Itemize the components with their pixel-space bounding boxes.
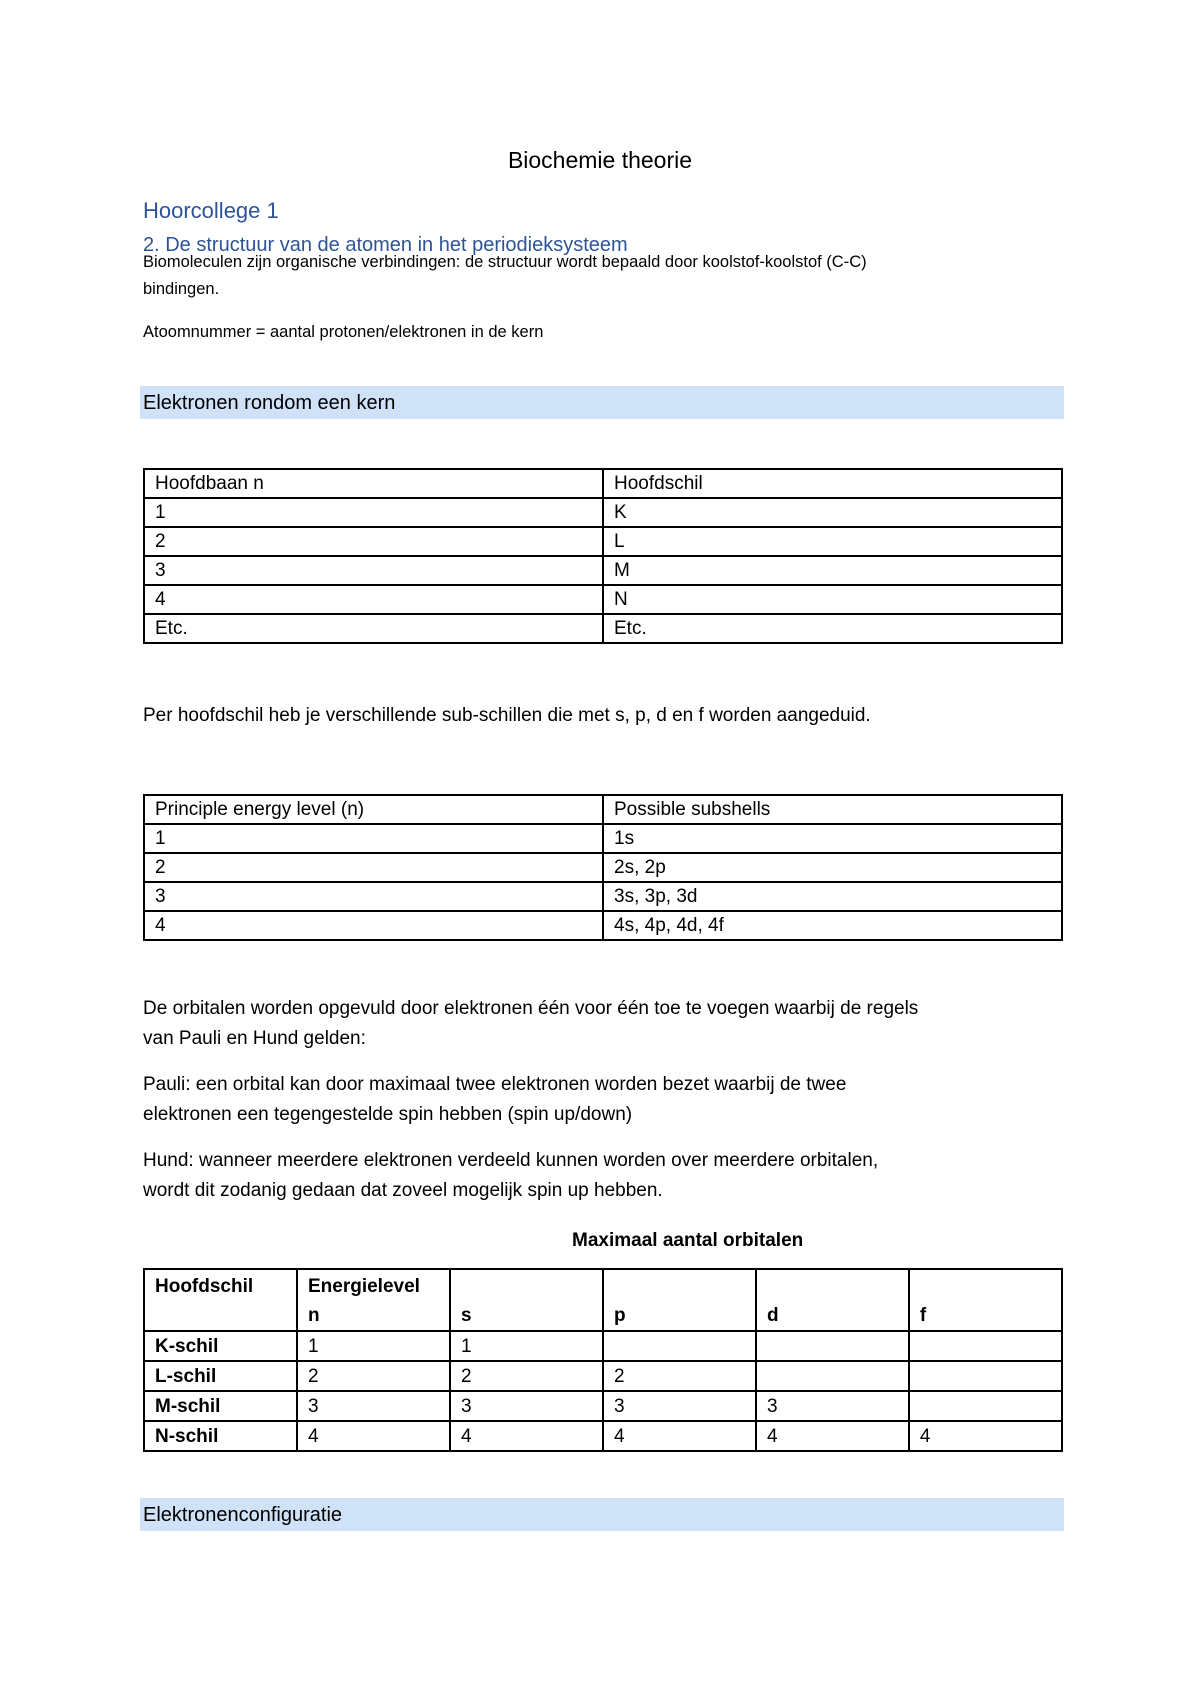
table-cell: M-schil [144,1391,297,1421]
table-cell: 1 [144,498,603,527]
table-cell: 2 [144,853,603,882]
atomic-number-text: Atoomnummer = aantal protonen/elektronen in de kern [143,323,544,341]
table-cell [756,1331,909,1361]
table-header-cell [756,1269,909,1331]
table-header-cell: Hoofdbaan n [144,469,603,498]
table-row [144,853,1062,882]
table-cell: 2 [144,527,603,556]
header-line1 [920,1272,1051,1301]
table-header-cell: Hoofdschil [603,469,1062,498]
header-line2: p [613,1305,626,1326]
table-cell: L-schil [144,1361,297,1391]
table-cell: 4 [450,1421,603,1451]
header-line2: s [460,1305,472,1326]
table-cell: 4 [144,911,603,940]
table-cell: 1 [144,824,603,853]
document-title: Biochemie theorie [507,147,693,173]
hund-rule-line1: Hund: wanneer meerdere elektronen verdeeld kunnen worden over meerdere orbitalen, [143,1150,879,1171]
shell-table [143,468,1063,644]
table-cell: 2 [450,1361,603,1391]
table-cell: 4 [909,1421,1062,1451]
table-cell: 3 [603,1391,756,1421]
table-row [144,556,1062,585]
table-header-cell [450,1269,603,1331]
hund-rule-line2: wordt dit zodanig gedaan dat zoveel mogelijk spin up hebben. [143,1180,663,1201]
table-cell: L [603,527,1062,556]
table-cell [603,1331,756,1361]
table-cell: K [603,498,1062,527]
section-header-electrons [140,386,1064,419]
orbitals-table-caption: Maximaal aantal orbitalen [572,1230,804,1251]
table-row [144,585,1062,614]
table-cell: N-schil [144,1421,297,1451]
table-cell: N [603,585,1062,614]
table-cell: 1 [297,1331,450,1361]
orbital-paragraph-line2: van Pauli en Hund gelden: [143,1028,366,1049]
table-row [144,1361,1062,1391]
header-line1: Energielevel [307,1276,420,1297]
table-row [144,1391,1062,1421]
intro-paragraph-line1: Biomoleculen zijn organische verbindingen: de structuur wordt bepaald door koolstof-koolstof (C-C) [143,253,867,271]
header-line1: Hoofdschil [155,1276,254,1297]
table-cell: 4 [603,1421,756,1451]
table-cell: 3 [450,1391,603,1421]
table-cell: 1 [450,1331,603,1361]
table-row [144,527,1062,556]
table-row [144,824,1062,853]
table-cell: Etc. [144,614,603,643]
table-header-row [144,795,1062,824]
table-cell [756,1361,909,1391]
table-cell [909,1361,1062,1391]
table-cell: 2 [297,1361,450,1391]
table-header-cell: Possible subshells [603,795,1062,824]
table-row [144,911,1062,940]
orbitals-table [143,1268,1063,1452]
table-cell [909,1331,1062,1361]
table-header-row [144,1269,1062,1331]
section-header-label: Elektronen rondom een kern [143,392,396,414]
header-line1 [614,1272,745,1301]
pauli-rule-line1: Pauli: een orbital kan door maximaal twee elektronen worden bezet waarbij de twee [143,1074,847,1095]
heading-lecture: Hoorcollege 1 [143,198,279,223]
table-header-cell [909,1269,1062,1331]
heading-atom-structure: 2. De structuur van de atomen in het periodieksysteem [143,234,628,256]
table-cell: 4 [144,585,603,614]
header-line2: n [307,1305,320,1326]
table-row [144,614,1062,643]
header-line2: d [766,1305,779,1326]
table-cell: 3 [144,882,603,911]
table-cell: 4s, 4p, 4d, 4f [603,911,1062,940]
header-line2: f [919,1305,927,1326]
header-line1 [461,1272,592,1301]
subshell-paragraph: Per hoofdschil heb je verschillende sub-schillen die met s, p, d en f worden aangeduid. [143,705,871,726]
table-cell: 2s, 2p [603,853,1062,882]
table-header-cell [603,1269,756,1331]
table-header-row [144,469,1062,498]
orbital-paragraph-line1: De orbitalen worden opgevuld door elektronen één voor één toe te voegen waarbij de regels [143,998,919,1019]
table-header-cell: Principle energy level (n) [144,795,603,824]
table-cell [909,1391,1062,1421]
header-line1 [767,1272,898,1301]
section-header-configuration [140,1498,1064,1531]
intro-paragraph-line2: bindingen. [143,280,220,298]
table-row [144,1331,1062,1361]
table-cell: 3 [144,556,603,585]
table-row [144,1421,1062,1451]
table-header-cell [144,1269,297,1331]
section-header-label: Elektronenconfiguratie [143,1504,343,1526]
table-cell: 3 [297,1391,450,1421]
table-row [144,882,1062,911]
table-cell: 4 [756,1421,909,1451]
table-cell: 4 [297,1421,450,1451]
subshell-table [143,794,1063,941]
table-cell: Etc. [603,614,1062,643]
table-cell: M [603,556,1062,585]
table-header-cell [297,1269,450,1331]
header-line2 [155,1301,286,1330]
table-cell: 3s, 3p, 3d [603,882,1062,911]
table-cell: 2 [603,1361,756,1391]
table-cell: K-schil [144,1331,297,1361]
table-cell: 1s [603,824,1062,853]
table-row [144,498,1062,527]
pauli-rule-line2: elektronen een tegengestelde spin hebben (spin up/down) [143,1104,633,1125]
table-cell: 3 [756,1391,909,1421]
